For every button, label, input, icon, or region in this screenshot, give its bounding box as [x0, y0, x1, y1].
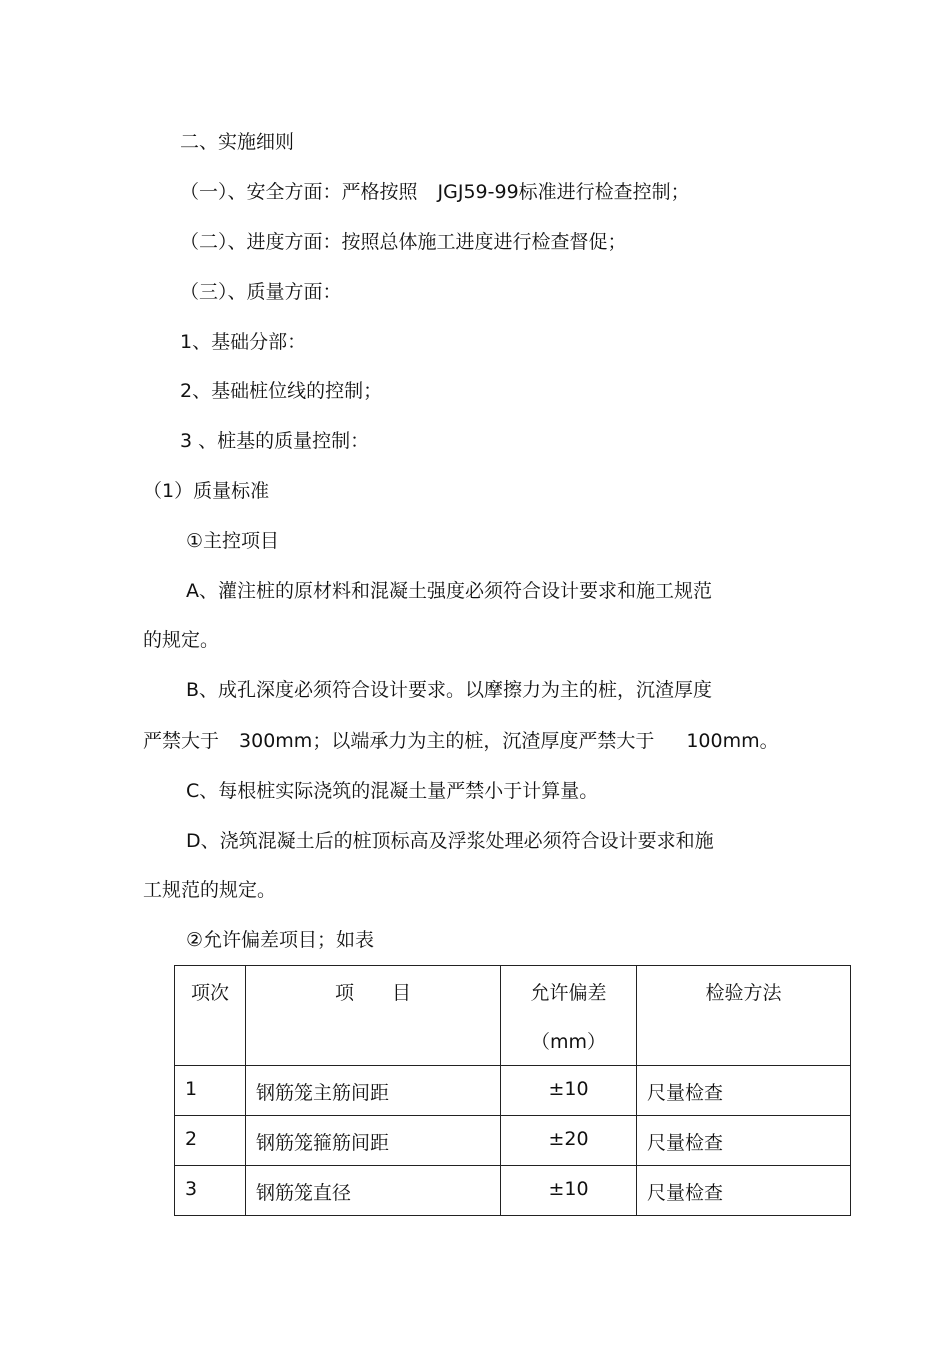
main-control-items: ①主控项目 [186, 530, 280, 552]
item-a-line1: A、灌注桩的原材料和混凝土强度必须符合设计要求和施工规范 [186, 580, 712, 602]
header-method [637, 966, 851, 1066]
table-row [175, 1116, 851, 1166]
table-header-row [175, 966, 851, 1066]
row-tolerance-text: ±10 [548, 1078, 589, 1100]
item-d-line2: 工规范的规定。 [143, 879, 277, 901]
row-no-text: 3 [185, 1178, 198, 1200]
foundation-subdivision: 1、基础分部： [180, 331, 307, 353]
row-method [637, 1116, 851, 1166]
row-method [637, 1066, 851, 1116]
row-method-text: 尺量检查 [647, 1132, 724, 1154]
header-tolerance [501, 966, 637, 1066]
progress-item: （二）、进度方面：按照总体施工进度进行检查督促； [180, 231, 627, 253]
safety-item-prefix: （一）、安全方面：严格按照 [180, 181, 418, 203]
row-tolerance [501, 1166, 637, 1216]
row-tolerance [501, 1116, 637, 1166]
item-b-line1: B、成孔深度必须符合设计要求。以摩擦力为主的桩，沉渣厚度 [186, 679, 713, 701]
item-b-text-c: ；以端承力为主的桩，沉渣厚度严禁大于 [312, 730, 655, 752]
row-no [175, 1166, 246, 1216]
pile-quality-control: 3 、桩基的质量控制： [180, 430, 370, 452]
quality-standard-heading: （1）质量标准 [143, 480, 270, 502]
row-tolerance [501, 1066, 637, 1116]
header-tolerance-unit: （mm） [530, 1031, 607, 1053]
allowed-deviation-heading: ②允许偏差项目；如表 [186, 929, 375, 951]
row-item-text: 钢筋笼箍筋间距 [256, 1132, 390, 1154]
quality-item: （三）、质量方面： [180, 281, 342, 303]
item-b-text-e: 。 [759, 730, 779, 752]
row-tolerance-text: ±20 [548, 1128, 589, 1150]
header-no [175, 966, 246, 1066]
row-method-text: 尺量检查 [647, 1082, 724, 1104]
header-method-label: 检验方法 [705, 982, 782, 1004]
row-item [246, 1116, 501, 1166]
item-b-value-300: 300mm [239, 730, 313, 752]
item-b-line2 [143, 728, 779, 754]
safety-item-suffix: 标准进行检查控制； [518, 181, 690, 203]
item-b-text-a: 严禁大于 [143, 730, 220, 752]
row-no [175, 1116, 246, 1166]
row-item [246, 1066, 501, 1116]
item-d-line1: D、浇筑混凝土后的桩顶标高及浮浆处理必须符合设计要求和施 [186, 830, 714, 852]
section-title: 二、实施细则 [180, 131, 295, 153]
pile-position-control: 2、基础桩位线的控制； [180, 380, 383, 402]
item-c-line: C、每根桩实际浇筑的混凝土量严禁小于计算量。 [186, 780, 599, 802]
header-tolerance-label: 允许偏差 [530, 982, 607, 1004]
deviation-table [174, 965, 851, 1216]
header-item-label: 项 目 [334, 982, 411, 1004]
row-method-text: 尺量检查 [647, 1182, 724, 1204]
header-item [246, 966, 501, 1066]
row-item [246, 1166, 501, 1216]
item-b-value-100: 100mm [686, 730, 760, 752]
row-item-text: 钢筋笼直径 [256, 1182, 352, 1204]
safety-item [180, 179, 690, 205]
row-item-text: 钢筋笼主筋间距 [256, 1082, 390, 1104]
table-row [175, 1166, 851, 1216]
row-no-text: 1 [185, 1078, 198, 1100]
safety-standard-code: JGJ59-99 [437, 181, 519, 203]
row-no [175, 1066, 246, 1116]
row-tolerance-text: ±10 [548, 1178, 589, 1200]
table-row [175, 1066, 851, 1116]
header-no-label: 项次 [190, 982, 229, 1004]
item-a-line2: 的规定。 [143, 629, 220, 651]
row-no-text: 2 [185, 1128, 198, 1150]
row-method [637, 1166, 851, 1216]
